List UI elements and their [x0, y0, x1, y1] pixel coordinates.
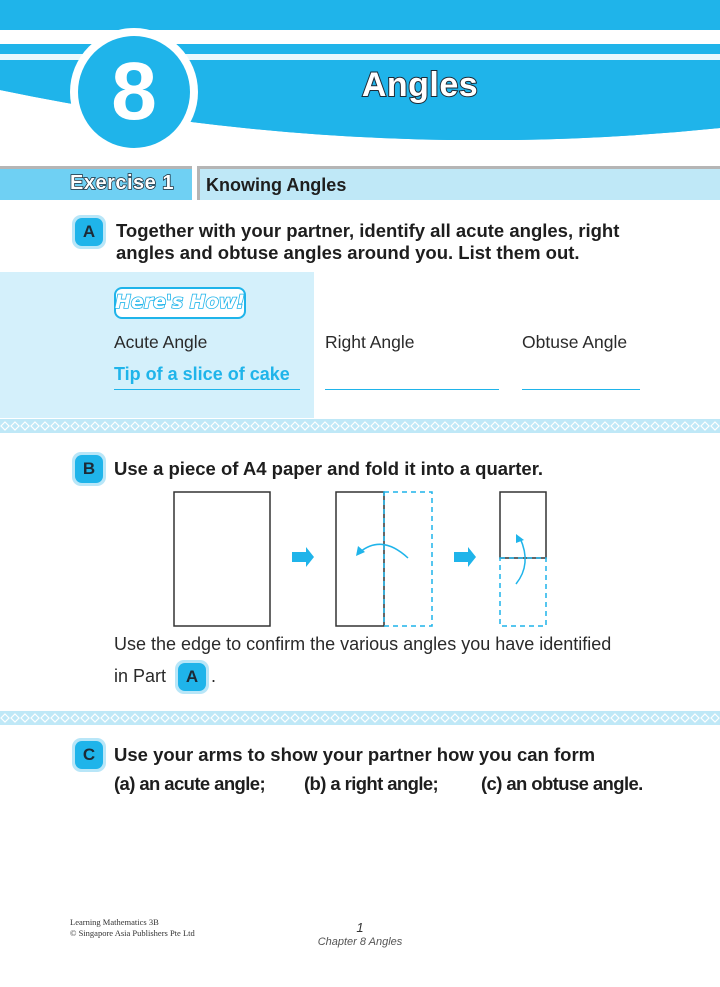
part-a-badge-letter: A: [75, 218, 103, 246]
dotted-separator: [0, 711, 720, 725]
dotted-separator: [0, 419, 720, 433]
part-a-reference-badge: [175, 660, 209, 694]
part-c-option-b: (b) a right angle;: [304, 773, 439, 794]
arrow-right-icon: [292, 547, 314, 567]
chapter-number: 8: [111, 46, 157, 137]
footer-book-title: Learning Mathematics 3B: [70, 917, 159, 927]
part-c-option-c: (c) an obtuse angle.: [481, 773, 643, 794]
half-fold-outline: [384, 492, 432, 626]
exercise-divider-line: [197, 166, 200, 200]
a4-sheet: [174, 492, 270, 626]
part-a-badge: [72, 215, 106, 249]
part-b-note-line2: in Part: [114, 666, 167, 686]
obtuse-answer-line[interactable]: [522, 389, 640, 390]
quarter-fold-outline: [500, 558, 546, 626]
column-obtuse-angle: Obtuse Angle: [522, 332, 628, 352]
part-c-option-a: (a) an acute angle;: [114, 773, 266, 794]
right-answer-line[interactable]: [325, 389, 499, 390]
part-c-badge: [72, 738, 106, 772]
footer-chapter: Chapter 8 Angles: [317, 936, 403, 948]
paper-folding-diagram: [160, 486, 560, 630]
part-a-question-line2: angles and obtuse angles around you. List them out.: [116, 242, 580, 263]
exercise-title: Knowing Angles: [206, 175, 347, 195]
column-acute-angle: Acute Angle: [114, 332, 208, 352]
part-c-badge-letter: C: [75, 741, 103, 769]
page-title: Angles: [361, 66, 479, 104]
footer-copyright: © Singapore Asia Publishers Pte Ltd: [70, 928, 195, 938]
half-sheet: [336, 492, 384, 626]
part-b-badge: [72, 452, 106, 486]
acute-angle-example: Tip of a slice of cake: [114, 364, 290, 384]
part-b-note-period: .: [211, 666, 217, 686]
part-b-badge-letter: B: [75, 455, 103, 483]
part-b-question: Use a piece of A4 paper and fold it into a quarter.: [114, 458, 544, 479]
heres-how-label: Here's How!: [115, 291, 245, 313]
part-b-note-line1: Use the edge to confirm the various angles you have identified: [114, 634, 612, 654]
part-a-question-line1: Together with your partner, identify all acute angles, right: [116, 220, 620, 241]
page-number: 1: [356, 920, 364, 935]
exercise-label: Exercise 1: [70, 172, 174, 194]
arrow-right-icon: [454, 547, 476, 567]
acute-answer-line: [114, 389, 300, 390]
part-a-reference-letter: A: [178, 663, 206, 691]
column-right-angle: Right Angle: [325, 332, 415, 352]
part-c-question: Use your arms to show your partner how you can form: [114, 744, 596, 765]
